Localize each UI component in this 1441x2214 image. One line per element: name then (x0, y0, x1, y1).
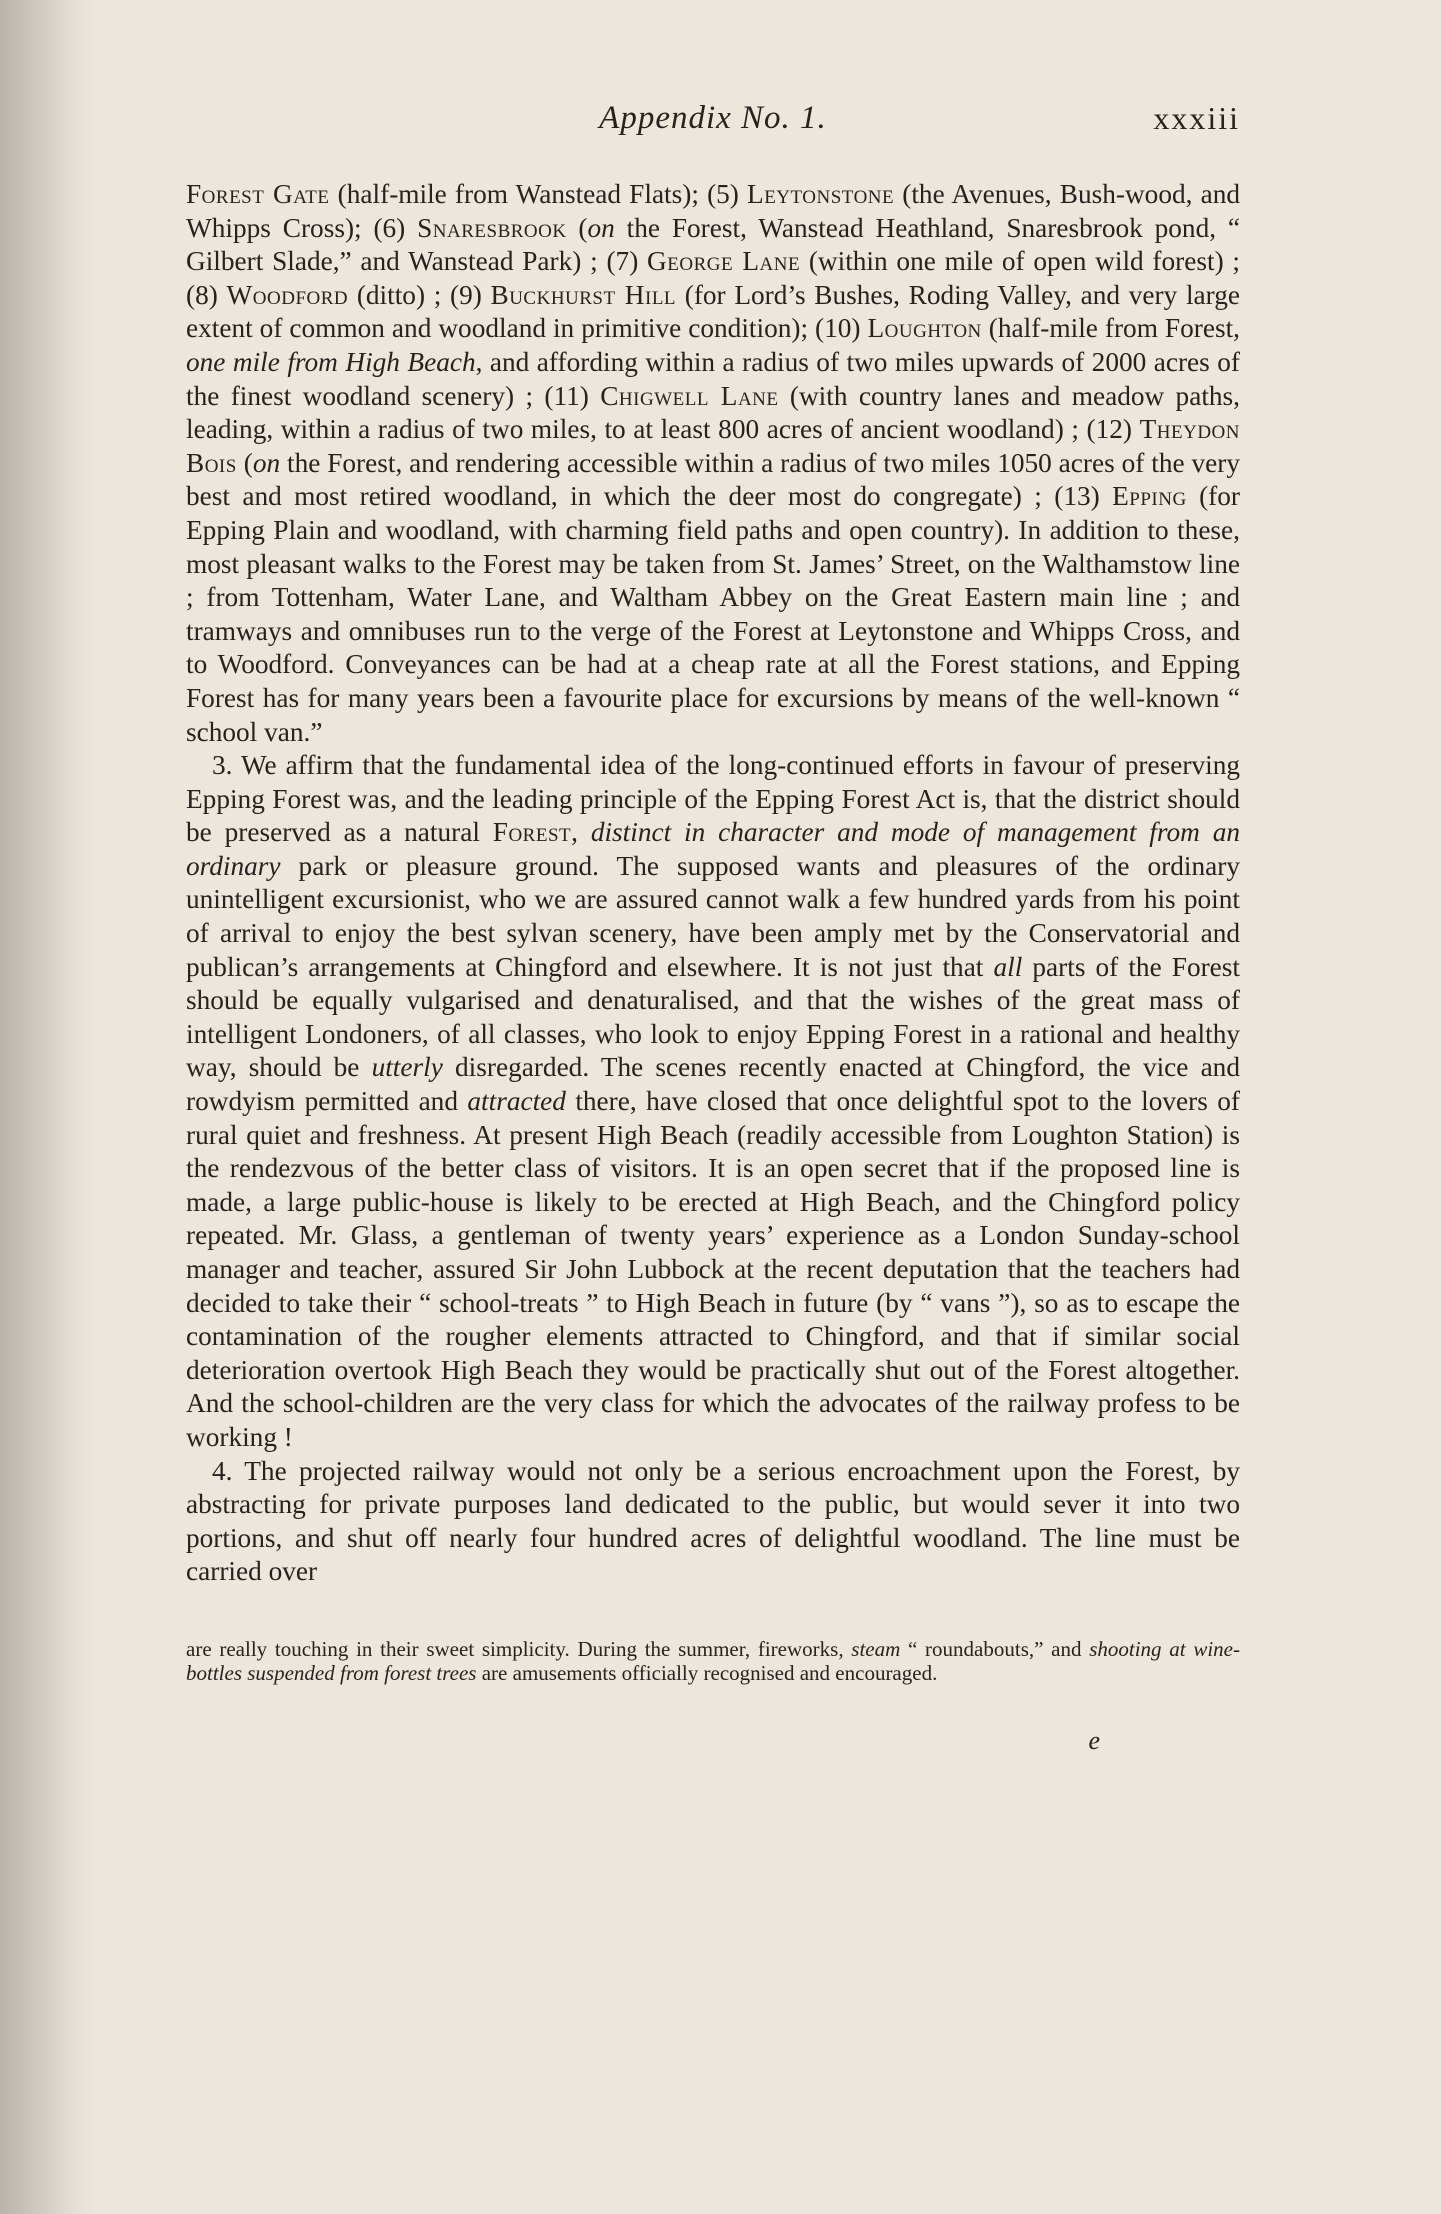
signature-mark: e (1088, 1725, 1100, 1755)
page-number: xxxiii (1153, 100, 1240, 136)
italic-text: attracted (467, 1086, 566, 1117)
text-run: the Forest, Wanstead Heathland, Snaresbrook pond, “ Gilbert Slade,” and Wanstead Park) ; (7) (186, 212, 1240, 277)
text-run: ( (566, 212, 588, 243)
italic-text: distinct in character and mode of management from an ordinary (186, 817, 1240, 881)
station-loughton: Loughton (867, 313, 982, 344)
station-woodford: Woodford (226, 279, 349, 310)
paragraph-stations (186, 178, 1240, 749)
text-run: 3. We affirm that the fundamental idea of the long-continued efforts in favour of preserving Epping Forest was, and the leading principle of the Epping Forest Act is, that the district should be preserved as a natural (186, 750, 1240, 848)
text-run: (for Epping Plain and woodland, with charming field paths and open country). In addition to these, most pleasant walks to the Forest may be taken from St. James’ Street, on the Walthamstow line ; from Tottenham, Water Lane, and Waltham Abbey on the Great Eastern main line ; and tramways and omnibuses run to the verge of the Forest at Leytonstone and Whipps Cross, and to Woodford. Conveyances can be had at a cheap rate at all the Forest stations, and Epping Forest has for many years been a favourite place for excursions by means of the well-known “ school van.” (186, 481, 1240, 747)
text-run: (half-mile from Forest, (981, 313, 1240, 344)
running-head (186, 100, 1240, 152)
text-run: (half-mile from Wanstead Flats); (5) (329, 179, 748, 209)
italic-text: shooting at wine-bottles suspended from forest trees (186, 1636, 1240, 1686)
station-theydon-bois: Theydon Bois (186, 414, 1240, 478)
station-george-lane: George Lane (647, 246, 801, 277)
italic-text: steam (851, 1636, 901, 1661)
station-snaresbrook: Snaresbrook (417, 212, 567, 243)
book-page (186, 100, 1240, 2200)
body-text (186, 178, 1240, 1589)
text-run: , and affording within a radius of two miles upwards of 2000 acres of the finest woodland scenery) ; (11) (186, 346, 1240, 411)
text-run: 4. The projected railway would not only be a serious encroachment upon the Forest, by abstracting for private purposes land dedicated to the public, but would sever it into two portions, and shut off nearly four hundred acres of delightful woodland. The line must be carried over (186, 1455, 1240, 1587)
text-run: (for Lord’s Bushes, Roding Valley, and very large extent of common and woodland in primitive condition); (10) (186, 279, 1240, 344)
paragraph-4 (186, 1455, 1240, 1589)
footnote (186, 1637, 1240, 1686)
text-run: parts of the Forest should be equally vulgarised and denaturalised, and that the wishes of the great mass of intelligent Londoners, of all classes, who look to enjoy Epping Forest in a rational and healthy way, should be (186, 951, 1241, 1083)
text-run: are really touching in their sweet simplicity. During the summer, fireworks, (186, 1636, 852, 1661)
station-chigwell-lane: Chigwell Lane (600, 380, 779, 411)
footnote-separator (186, 1589, 1240, 1637)
italic-text: on (252, 447, 281, 478)
station-forest-gate: Forest Gate (186, 179, 330, 209)
text-run: (ditto) ; (9) (348, 279, 491, 310)
text-run: (with country lanes and meadow paths, leading, within a radius of two miles, to at least 800 acres of ancient woodland) ; (12) (186, 380, 1240, 445)
text-run: the Forest, and rendering accessible within a radius of two miles 1050 acres of the very best and most retired woodland, in which the deer most do congregate) ; (13) (186, 447, 1240, 512)
text-run: (the Avenues, Bush-wood, and Whipps Cross); (6) (186, 179, 1240, 243)
small-caps-forest: Forest (492, 817, 572, 848)
italic-text: utterly (371, 1052, 443, 1083)
italic-text: on (587, 212, 615, 243)
text-run: are amusements officially recognised and encouraged. (476, 1661, 938, 1686)
italic-text: one mile from High Beach (186, 346, 476, 377)
binding-shadow (0, 0, 95, 2214)
text-run: (within one mile of open wild forest) ; (8) (186, 246, 1240, 310)
italic-text: all (993, 951, 1023, 982)
text-run: , (571, 817, 591, 848)
station-leytonstone: Leytonstone (747, 179, 895, 209)
text-run: there, have closed that once delightful spot to the lovers of rural quiet and freshness. At present High Beach (readily accessible from Loughton Station) is the rendezvous of the better class of visitors. It is an open secret that if the proposed line is made, a large public-house is likely to be erected at High Beach, and the Chingford policy repeated. Mr. Glass, a gentleman of twenty years’ experience as a London Sunday-school manager and teacher, assured Sir John Lubbock at the recent deputation that the teachers had decided to take their “ school-treats ” to High Beach in future (by “ vans ”), so as to escape the contamination of the rougher elements attracted to Chingford, and that if similar social deterioration overtook High Beach they would be practically shut out of the Forest altogether. And the school-children are the very class for which the advocates of the railway profess to be working ! (186, 1086, 1240, 1452)
text-run: park or pleasure ground. The supposed wants and pleasures of the ordinary unintelligent excursionist, who we are assured cannot walk a few hundred yards from his point of arrival to enjoy the best sylvan scenery, have been amply met by the Conservatorial and publican’s arrangements at Chingford and elsewhere. It is not just that (186, 850, 1240, 982)
text-run: “ roundabouts,” and (900, 1636, 1090, 1661)
text-run: disregarded. The scenes recently enacted at Chingford, the vice and rowdyism permitted and (186, 1052, 1240, 1117)
paragraph-3 (186, 749, 1240, 1454)
station-buckhurst-hill: Buckhurst Hill (490, 279, 677, 310)
station-epping: Epping (1112, 481, 1187, 512)
text-run: ( (236, 447, 253, 478)
header-title: Appendix No. 1. (599, 100, 827, 136)
